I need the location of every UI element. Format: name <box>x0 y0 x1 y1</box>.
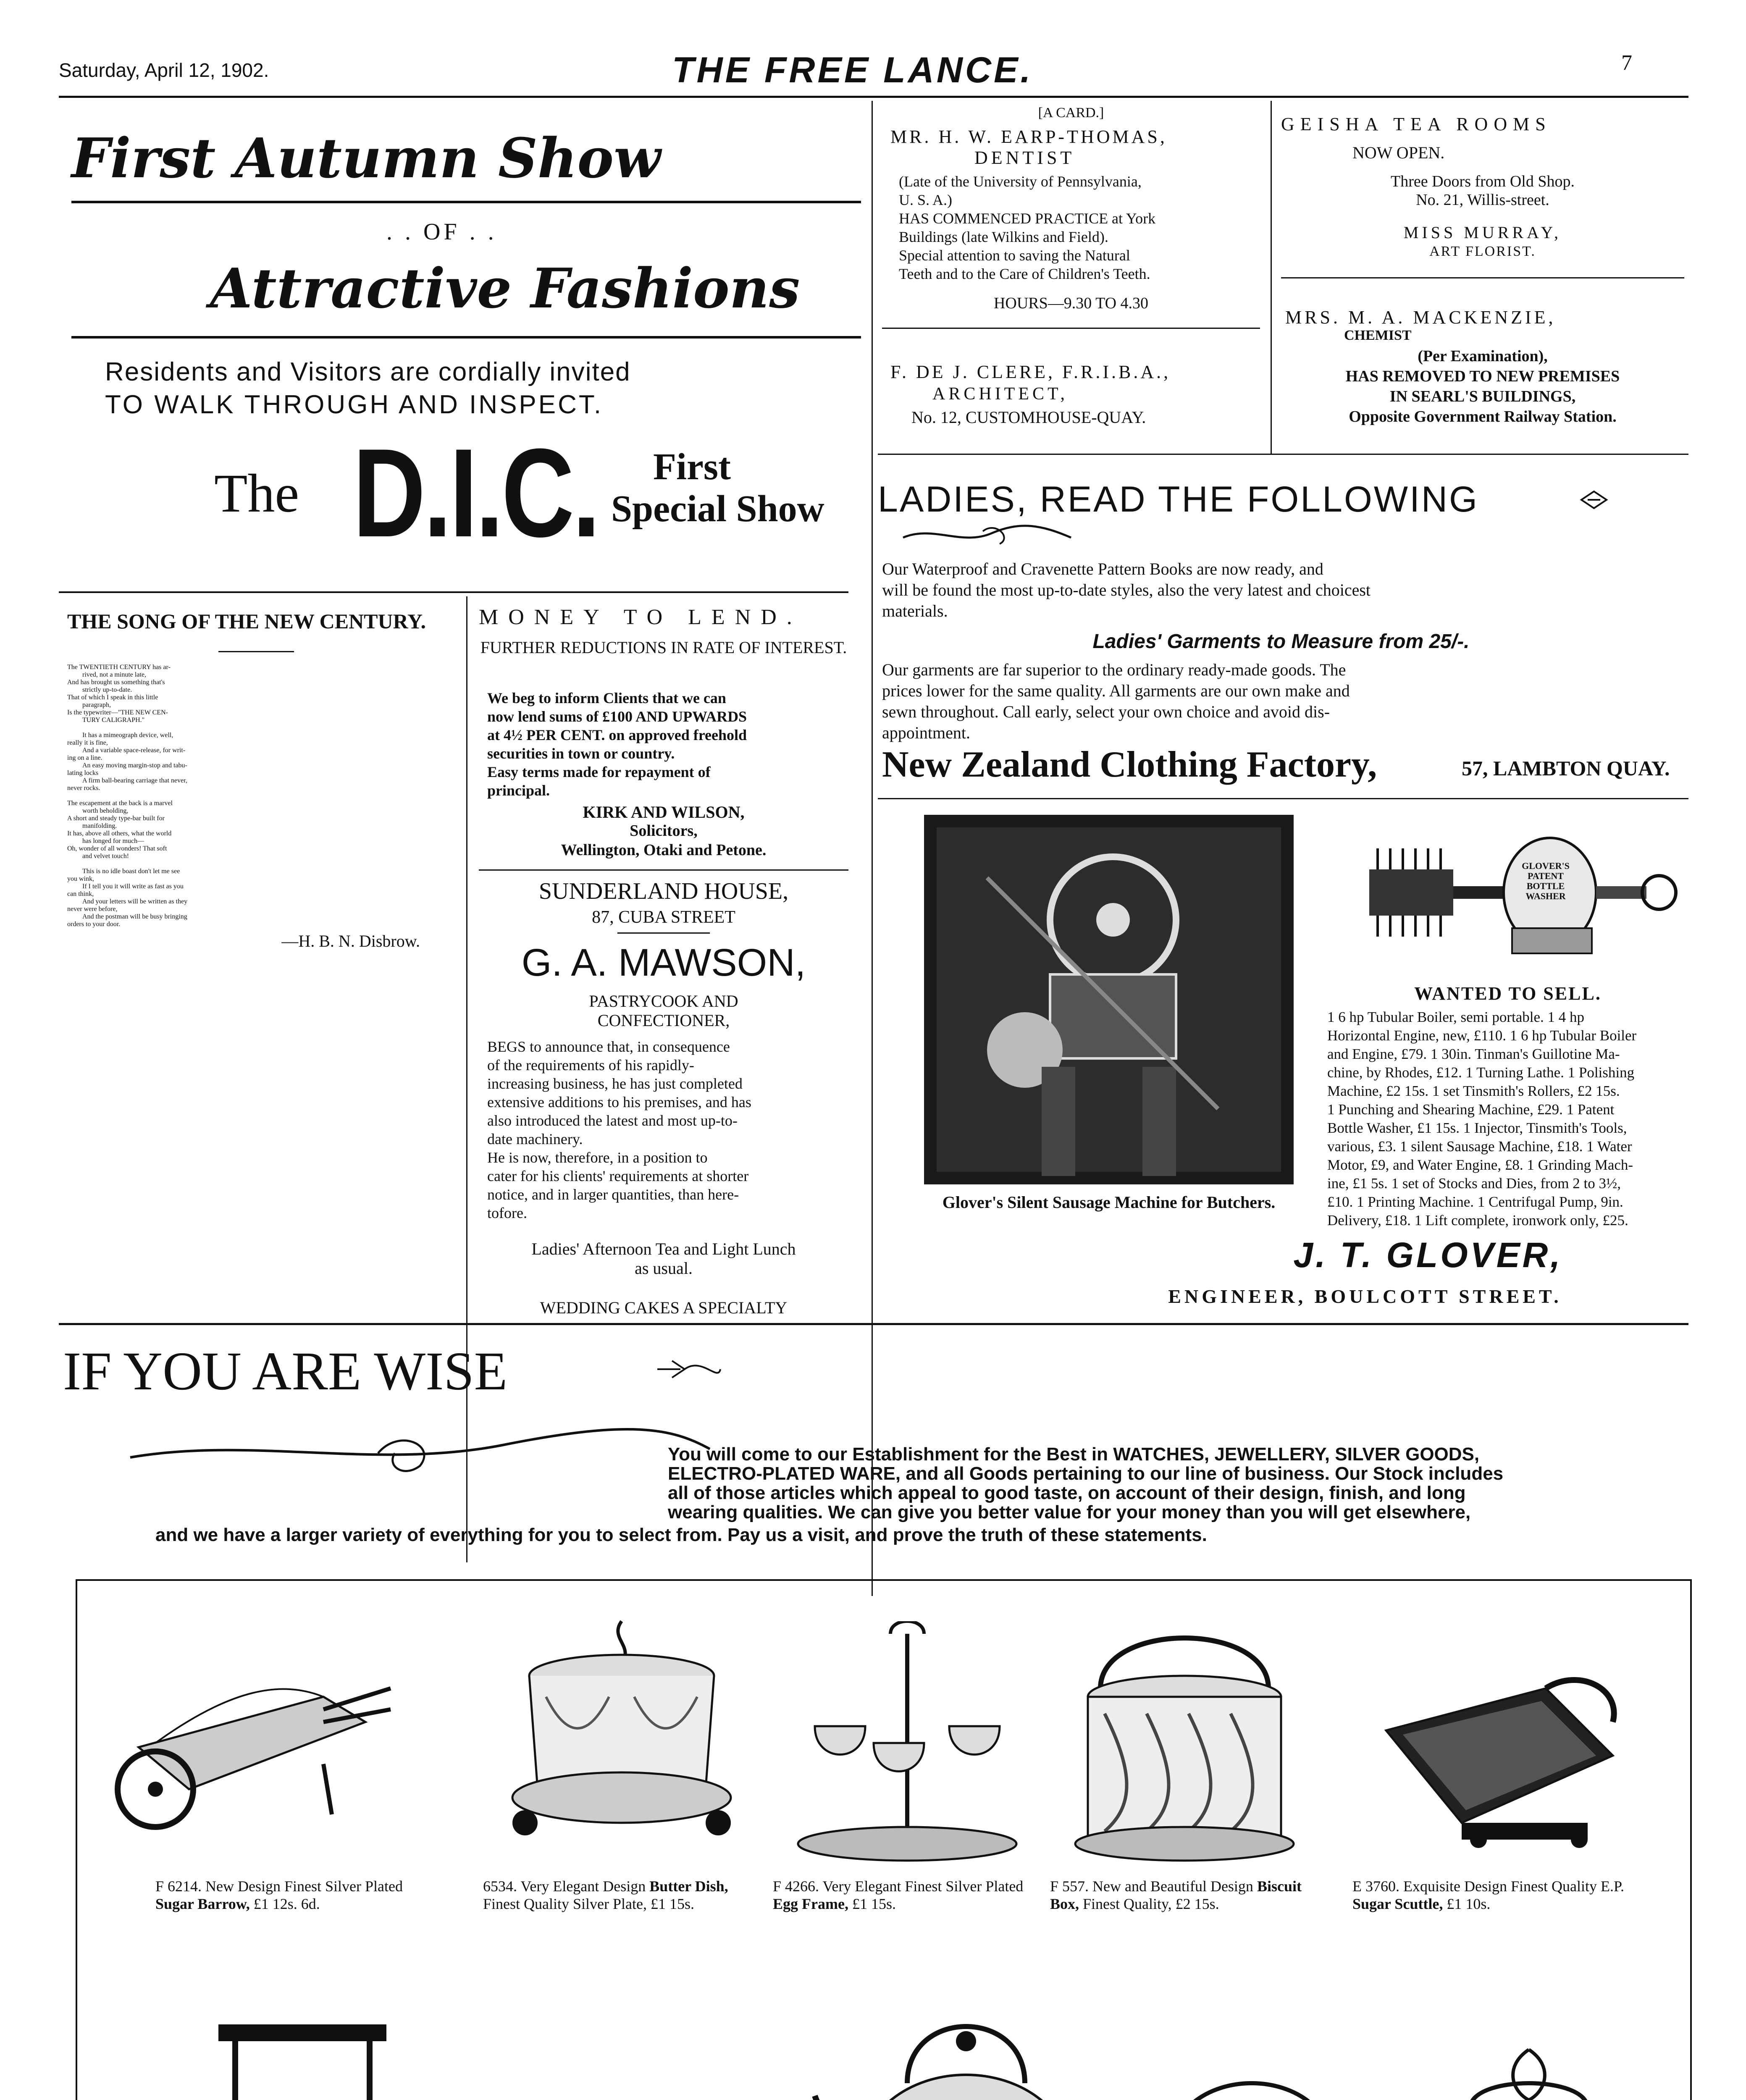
glover-line: Horizontal Engine, new, £110. 1 6 hp Tubular Boiler <box>1327 1027 1637 1044</box>
song-line: ing on a line. <box>67 754 102 761</box>
item-code: E 3760. <box>1352 1878 1399 1895</box>
ladies-line: sewn throughout. Call early, select your own choice and avoid dis- <box>882 702 1330 721</box>
money-body <box>487 689 857 800</box>
ladies-top-rule <box>878 454 1688 455</box>
item-pre: Exquisite Design Finest Quality E.P. <box>1403 1878 1624 1895</box>
mawson-trade-2: CONFECTIONER, <box>597 1011 730 1030</box>
architect-address: No. 12, CUSTOMHOUSE-QUAY. <box>911 408 1146 427</box>
sugar-basket-image <box>1134 2050 1369 2100</box>
item-price: Finest Quality, £2 15s. <box>1083 1895 1219 1912</box>
mawson-line: BEGS to announce that, in consequence <box>487 1038 730 1055</box>
song-line: This is no idle boast don't let me see <box>82 868 180 875</box>
item-name: Sugar Scuttle, <box>1352 1895 1443 1912</box>
item-code: F 4266. <box>773 1878 819 1895</box>
header-rule <box>59 96 1688 98</box>
egg-frame-e7872-image <box>176 2016 428 2100</box>
dentist-line: (Late of the University of Pennsylvania, <box>899 173 1142 190</box>
song-body <box>67 664 445 952</box>
money-line: at 4½ PER CENT. on approved freehold <box>487 727 747 743</box>
song-line: and velvet touch! <box>82 853 129 860</box>
dentist-name: MR. H. W. EARP-THOMAS, <box>890 126 1167 147</box>
song-line: you wink, <box>67 875 94 882</box>
glover-line: various, £3. 1 silent Sausage Machine, £18. 1 Water <box>1327 1138 1632 1155</box>
dentist-hours: HOURS—9.30 TO 4.30 <box>993 294 1149 312</box>
mawson-lunch-2: as usual. <box>635 1259 693 1278</box>
ladies-flourish-icon <box>899 521 1075 550</box>
glover-line: ine, £1 5s. 1 set of Stocks and Dies, from 2 to 3½, <box>1327 1175 1621 1192</box>
mawson-line: extensive additions to his premises, and has <box>487 1094 751 1110</box>
song-line: orders to your door. <box>67 921 121 928</box>
dentist-line: Special attention to saving the Natural <box>899 247 1130 264</box>
song-line: An easy moving margin-stop and tabu- <box>82 762 187 769</box>
mawson-line: tofore. <box>487 1205 527 1221</box>
song-line: If I tell you it will write as fast as you <box>82 883 184 890</box>
geisha-line-2: No. 21, Willis-street. <box>1416 191 1549 209</box>
item-caption-f4266 <box>773 1877 1025 1913</box>
glover-line: £10. 1 Printing Machine. 1 Centrifugal Pump, 9in. <box>1327 1194 1623 1210</box>
song-line: Oh, wonder of all wonders! That soft <box>67 845 167 852</box>
wise-last-line: and we have a larger variety of everything for you to select from. Pay us a visit, and prove the truth of these statements. <box>155 1525 1207 1545</box>
glover-line: Bottle Washer, £1 15s. 1 Injector, Tinsmith's Tools, <box>1327 1120 1627 1136</box>
song-line: That of which I speak in this little <box>67 694 158 701</box>
ladies-line: materials. <box>882 601 948 620</box>
item-pre: Very Elegant Design <box>520 1878 646 1895</box>
mawson-body <box>487 1037 857 1222</box>
item-price: £1 15s. <box>852 1895 896 1912</box>
mawson-name: G. A. MAWSON, <box>521 941 806 984</box>
item-pre: Very Elegant Finest Silver Plated <box>822 1878 1024 1895</box>
col-divider-2 <box>872 101 873 1596</box>
architect-name: F. DE J. CLERE, F.R.I.B.A., <box>890 362 1171 382</box>
glover-line: chine, by Rhodes, £12. 1 Turning Lathe. 1 Polishing <box>1327 1064 1635 1081</box>
dic-title-first-autumn-show: First Autumn Show <box>71 126 661 190</box>
song-line: A short and steady type-bar built for <box>67 815 165 822</box>
nzcf-address: 57, LAMBTON QUAY. <box>1462 756 1670 780</box>
song-author: —H. B. N. Disbrow. <box>281 932 420 950</box>
dentist-rule <box>882 328 1260 329</box>
money-line: principal. <box>487 782 550 799</box>
ladies-line: appointment. <box>882 723 970 742</box>
song-line: never rocks. <box>67 785 100 792</box>
ladies-ornament-icon <box>1579 487 1609 512</box>
dic-logo: D.I.C. <box>353 422 599 563</box>
glover-line: 1 Punching and Shearing Machine, £29. 1 Patent <box>1327 1101 1615 1118</box>
song-line <box>67 860 445 868</box>
geisha-rule <box>1281 277 1684 278</box>
mawson-line: cater for his clients' requirements at shorter <box>487 1168 749 1184</box>
song-line: The escapement at the back is a marvel <box>67 800 173 807</box>
money-title: MONEY TO LEND. <box>479 605 802 629</box>
money-firm: KIRK AND WILSON, <box>583 803 745 822</box>
item-price: Finest Quality Silver Plate, £1 15s. <box>483 1895 694 1912</box>
chemist-line-2: IN SEARL'S BUILDINGS, <box>1389 388 1576 405</box>
biscuit-box-image <box>1050 1604 1319 1882</box>
chemist-line-1: HAS REMOVED TO NEW PREMISES <box>1345 368 1620 385</box>
wise-flourish-icon <box>126 1420 714 1478</box>
mawson-line: increasing business, he has just completed <box>487 1075 743 1092</box>
song-line: really it is fine, <box>67 739 108 746</box>
mawson-lunch-1: Ladies' Afternoon Tea and Light Lunch <box>531 1239 796 1258</box>
item-name: Sugar Barrow, <box>155 1895 250 1912</box>
song-line: Is the typewriter—"THE NEW CEN- <box>67 709 168 716</box>
song-line: The TWENTIETH CENTURY has ar- <box>67 664 171 671</box>
geisha-title: GEISHA TEA ROOMS <box>1281 114 1552 134</box>
geisha-role: ART FLORIST. <box>1429 244 1536 259</box>
mawson-line: of the requirements of his rapidly- <box>487 1057 694 1074</box>
sausage-machine-caption: Glover's Silent Sausage Machine for Butchers. <box>942 1193 1276 1212</box>
money-places: Wellington, Otaki and Petone. <box>561 841 767 859</box>
chemist-name: MRS. M. A. MACKENZIE, <box>1285 307 1556 328</box>
song-line: worth beholding, <box>82 807 129 814</box>
glover-body <box>1327 1008 1693 1230</box>
wise-body <box>668 1445 1693 1522</box>
item-code: F 557. <box>1050 1878 1089 1895</box>
song-line <box>67 792 445 800</box>
mawson-rule <box>617 932 710 934</box>
sausage-machine-image <box>924 815 1294 1184</box>
ladies-para-1 <box>882 559 1688 622</box>
item-code: 6534. <box>483 1878 517 1895</box>
item-pre: New Design Finest Silver Plated <box>205 1878 403 1895</box>
item-pre: New and Beautiful Design <box>1092 1878 1253 1895</box>
money-line: securities in town or country. <box>487 745 675 762</box>
ladies-line: prices lower for the same quality. All garments are our own make and <box>882 681 1350 700</box>
wise-line: ELECTRO-PLATED WARE, and all Goods pertaining to our line of business. Our Stock includes <box>668 1463 1504 1484</box>
butter-dish-image <box>483 1613 760 1865</box>
mawson-trade-1: PASTRYCOOK AND <box>589 992 738 1011</box>
song-line: manifolding. <box>82 822 117 830</box>
wise-line: all of those articles which appeal to good taste, on account of their design, finish, and long <box>668 1483 1466 1503</box>
glover-top-rule <box>878 798 1688 799</box>
ladies-line: Our garments are far superior to the ordinary ready-made goods. The <box>882 660 1346 679</box>
dic-of: . . OF . . <box>386 219 497 245</box>
dic-rule-1 <box>71 201 861 203</box>
song-line: TURY CALIGRAPH." <box>82 717 145 724</box>
wise-line: wearing qualities. We can give you better value for your money than you will get elsewhere, <box>668 1502 1471 1522</box>
chemist-exam: (Per Examination), <box>1418 347 1548 365</box>
ladies-line: will be found the most up-to-date styles, also the very latest and choicest <box>882 580 1371 599</box>
item-caption-6534 <box>483 1877 752 1913</box>
jam-dish-image <box>496 2092 790 2100</box>
dic-invite-line: Residents and Visitors are cordially invited <box>105 357 631 386</box>
glover-line: 1 6 hp Tubular Boiler, semi portable. 1 4 hp <box>1327 1009 1585 1025</box>
dentist-card: [A CARD.] <box>1038 105 1104 121</box>
song-line: And the postman will be busy bringing <box>82 913 187 920</box>
song-title: THE SONG OF THE NEW CENTURY. <box>67 609 426 633</box>
money-rule <box>479 869 848 871</box>
dentist-line: Buildings (late Wilkins and Field). <box>899 228 1108 245</box>
dic-rule-2 <box>71 336 861 339</box>
dentist-line: U. S. A.) <box>899 192 953 208</box>
geisha-line-1: Three Doors from Old Shop. <box>1391 173 1575 190</box>
item-price: £1 10s. <box>1447 1895 1491 1912</box>
dentist-line: HAS COMMENCED PRACTICE at York <box>899 210 1156 227</box>
song-line: It has, above all others, what the world <box>67 830 172 837</box>
song-line: never were before, <box>67 906 118 913</box>
dentist-body <box>899 172 1268 283</box>
ladies-line: Our Waterproof and Cravenette Pattern Books are now ready, and <box>882 559 1323 578</box>
glover-line: Motor, £9, and Water Engine, £8. 1 Grinding Mach- <box>1327 1157 1633 1173</box>
song-line: A firm ball-bearing carriage that never, <box>82 777 187 784</box>
geisha-name: MISS MURRAY, <box>1403 223 1562 242</box>
masthead: THE FREE LANCE. <box>672 50 1033 90</box>
sugar-barrow-image <box>105 1638 399 1848</box>
song-line: can think, <box>67 890 94 898</box>
nzcf-company: New Zealand Clothing Factory, <box>882 744 1377 785</box>
song-line: And has brought us something that's <box>67 679 165 686</box>
song-line: lating locks <box>67 769 99 777</box>
dic-the: The <box>214 463 299 524</box>
wise-ornament-icon <box>655 1357 722 1382</box>
dic-first: First <box>653 446 731 488</box>
item-price: £1 12s. 6d. <box>253 1895 320 1912</box>
song-title-rule <box>218 651 294 652</box>
song-line: And a variable space-release, for writ- <box>82 747 186 754</box>
dic-title-attractive-fashions: Attractive Fashions <box>210 256 800 320</box>
item-caption-e3760 <box>1352 1877 1630 1913</box>
item-name: Butter Dish, <box>649 1878 728 1895</box>
dic-walk-line: TO WALK THROUGH AND INSPECT. <box>105 390 604 419</box>
money-line: Easy terms made for repayment of <box>487 764 711 780</box>
ladies-para-2 <box>882 659 1688 743</box>
architect-title: ARCHITECT, <box>932 384 1069 404</box>
dentist-title: DENTIST <box>974 147 1075 168</box>
money-line: We beg to inform Clients that we can <box>487 690 726 706</box>
mawson-street: 87, CUBA STREET <box>592 908 735 927</box>
song-line: And your letters will be written as they <box>82 898 188 905</box>
song-line: strictly up-to-date. <box>82 686 132 693</box>
chemist-role: CHEMIST <box>1344 328 1412 343</box>
hot-water-kettle-image <box>811 1982 1121 2100</box>
ladies-italic-line: Ladies' Garments to Measure from 25/-. <box>1092 630 1470 653</box>
mawson-cakes: WEDDING CAKES A SPECIALTY <box>540 1298 788 1317</box>
page-date: Saturday, April 12, 1902. <box>59 59 269 81</box>
song-line: paragraph, <box>82 701 111 709</box>
item-code: F 6214. <box>155 1878 202 1895</box>
song-line: rived, not a minute late, <box>82 671 146 678</box>
glover-line: Machine, £2 15s. 1 set Tinsmith's Rollers, £2 15s. <box>1327 1083 1620 1099</box>
egg-frame-f4266-image <box>790 1621 1025 1873</box>
glover-line: and Engine, £79. 1 30in. Tinman's Guillotine Ma- <box>1327 1046 1620 1062</box>
song-line: It has a mimeograph device, well, <box>82 732 173 739</box>
dic-bottom-rule <box>59 591 848 593</box>
col-divider-3 <box>1271 101 1272 454</box>
glover-name: J. T. GLOVER, <box>1293 1235 1563 1275</box>
glover-address: ENGINEER, BOULCOTT STREET. <box>1168 1286 1562 1307</box>
col-divider-1 <box>466 596 467 1562</box>
chemist-line-3: Opposite Government Railway Station. <box>1349 408 1617 425</box>
ladies-headline: LADIES, READ THE FOLLOWING <box>878 479 1479 520</box>
wise-top-rule <box>59 1323 1688 1325</box>
mawson-house: SUNDERLAND HOUSE, <box>538 878 789 904</box>
bottle-washer-label: GLOVER'S PATENT BOTTLE WASHER <box>1522 861 1570 901</box>
item-caption-f6214 <box>155 1877 416 1913</box>
mawson-line: notice, and in larger quantities, than here- <box>487 1186 739 1203</box>
wise-line: You will come to our Establishment for the Best in WATCHES, JEWELLERY, SILVER GOODS, <box>668 1444 1480 1465</box>
dic-special-show: Special Show <box>611 488 824 530</box>
song-line <box>67 724 445 732</box>
breakfast-stand-image <box>1386 2033 1672 2100</box>
dentist-line: Teeth and to the Care of Children's Teeth. <box>899 265 1150 282</box>
geisha-open: NOW OPEN. <box>1352 143 1445 162</box>
mawson-line: also introduced the latest and most up-to- <box>487 1112 738 1129</box>
item-name: Biscuit Box, <box>1050 1878 1302 1912</box>
song-line: has longed for much— <box>82 837 144 845</box>
item-caption-f557 <box>1050 1877 1319 1913</box>
page-number: 7 <box>1621 51 1632 75</box>
mawson-line: date machinery. <box>487 1131 583 1147</box>
money-role: Solicitors, <box>630 822 698 840</box>
mawson-line: He is now, therefore, in a position to <box>487 1149 708 1166</box>
item-name: Egg Frame, <box>773 1895 848 1912</box>
money-line: now lend sums of £100 AND UPWARDS <box>487 708 747 725</box>
sugar-scuttle-image <box>1344 1663 1638 1856</box>
glover-wanted: WANTED TO SELL. <box>1414 983 1602 1004</box>
glover-line: Delivery, £18. 1 Lift complete, ironwork only, £25. <box>1327 1212 1628 1228</box>
money-subtitle: FURTHER REDUCTIONS IN RATE OF INTEREST. <box>480 638 847 657</box>
wise-headline: IF YOU ARE WISE <box>63 1341 508 1402</box>
